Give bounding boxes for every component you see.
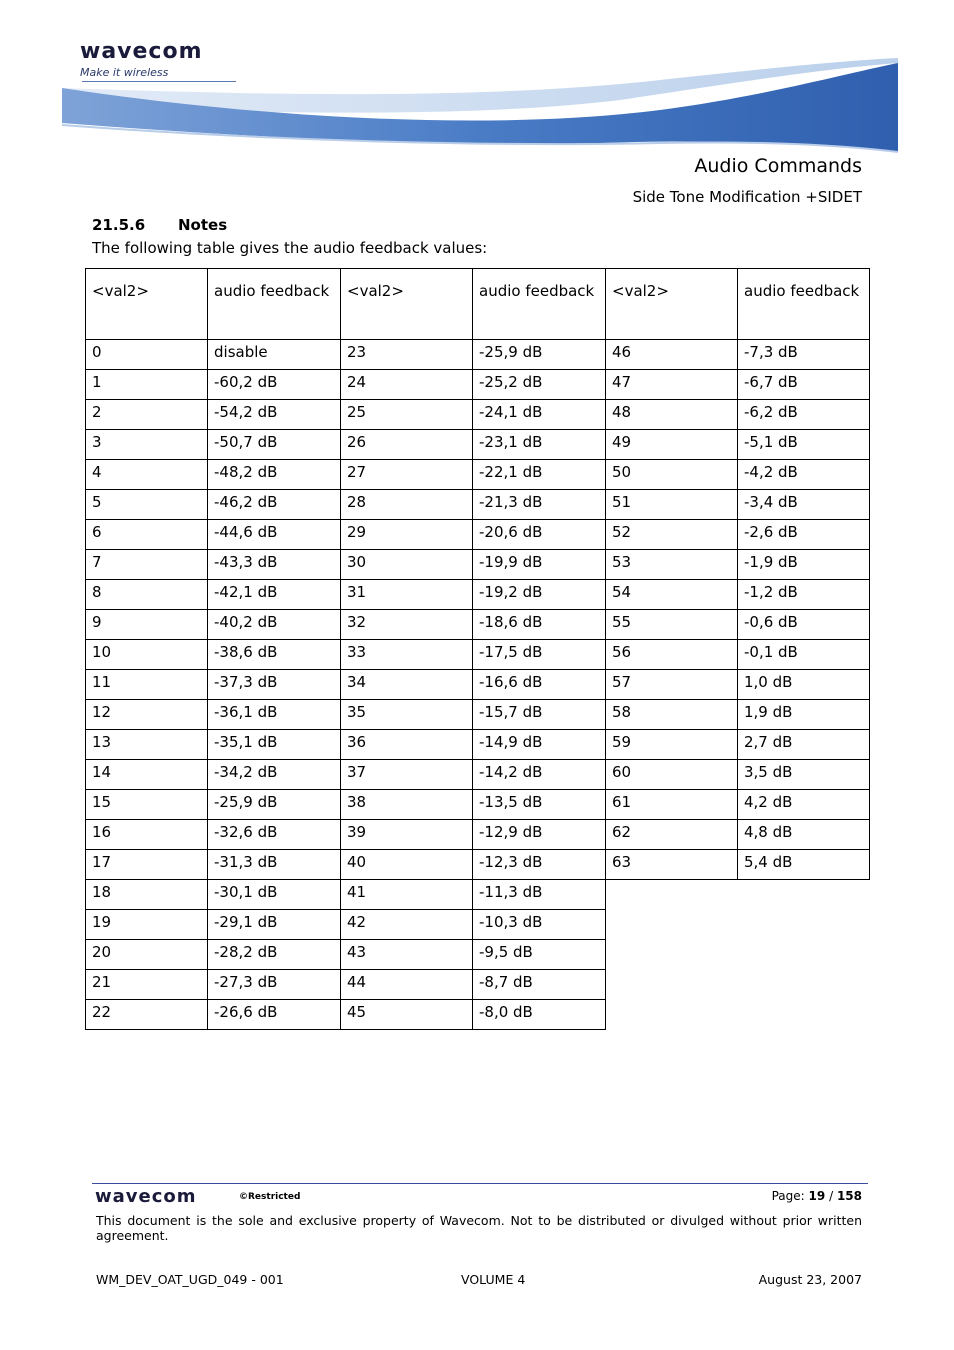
table-row (86, 760, 870, 790)
table-cell-audio-feedback: -11,3 dB (473, 880, 606, 910)
table-cell-audio-feedback: -38,6 dB (208, 640, 341, 670)
table-cell-audio-feedback: -12,3 dB (473, 850, 606, 880)
table-cell-val2: 49 (606, 430, 738, 460)
col-header-audio-feedback: audio feedback (738, 269, 870, 340)
table-cell-val2: 29 (341, 520, 473, 550)
table-cell-empty (606, 880, 870, 910)
audio-feedback-table (85, 268, 870, 1030)
table-cell-val2: 31 (341, 580, 473, 610)
table-cell-audio-feedback: -26,6 dB (208, 1000, 341, 1030)
table-cell-val2: 40 (341, 850, 473, 880)
table-cell-audio-feedback: 1,9 dB (738, 700, 870, 730)
page-number (772, 1189, 862, 1203)
table-cell-audio-feedback: -29,1 dB (208, 910, 341, 940)
table-cell-val2: 60 (606, 760, 738, 790)
table-cell-val2: 44 (341, 970, 473, 1000)
table-cell-audio-feedback: 1,0 dB (738, 670, 870, 700)
notes-title: Notes (178, 216, 228, 234)
table-cell-val2: 38 (341, 790, 473, 820)
notes-number: 21.5.6 (92, 216, 146, 234)
col-header-val2: <val2> (341, 269, 473, 340)
table-cell-audio-feedback: -14,2 dB (473, 760, 606, 790)
table-cell-audio-feedback: -37,3 dB (208, 670, 341, 700)
table-row (86, 460, 870, 490)
page-total: 158 (836, 1189, 862, 1203)
page-separator: / (829, 1189, 834, 1203)
table-cell-audio-feedback: -54,2 dB (208, 400, 341, 430)
table-cell-val2: 58 (606, 700, 738, 730)
table-cell-empty (606, 970, 870, 1000)
table-cell-empty (606, 910, 870, 940)
table-row (86, 940, 870, 970)
table-cell-audio-feedback: -22,1 dB (473, 460, 606, 490)
table-row (86, 520, 870, 550)
table-cell-audio-feedback: -6,2 dB (738, 400, 870, 430)
table-cell-audio-feedback: -0,6 dB (738, 610, 870, 640)
logo-tagline: Make it wireless (80, 66, 169, 79)
table-row (86, 610, 870, 640)
table-cell-audio-feedback: 5,4 dB (738, 850, 870, 880)
table-cell-audio-feedback: -1,2 dB (738, 580, 870, 610)
table-cell-val2: 52 (606, 520, 738, 550)
notes-intro: The following table gives the audio feedback values: (92, 239, 488, 257)
table-cell-val2: 9 (86, 610, 208, 640)
table-cell-val2: 0 (86, 340, 208, 370)
table-row (86, 640, 870, 670)
table-cell-audio-feedback: disable (208, 340, 341, 370)
table-row (86, 970, 870, 1000)
table-cell-val2: 51 (606, 490, 738, 520)
table-cell-audio-feedback: -15,7 dB (473, 700, 606, 730)
table-cell-val2: 24 (341, 370, 473, 400)
table-cell-audio-feedback: -35,1 dB (208, 730, 341, 760)
table-row (86, 730, 870, 760)
table-row (86, 850, 870, 880)
table-cell-audio-feedback: -18,6 dB (473, 610, 606, 640)
document-reference: WM_DEV_OAT_UGD_049 - 001 (96, 1272, 284, 1287)
table-cell-val2: 53 (606, 550, 738, 580)
table-cell-audio-feedback: 4,2 dB (738, 790, 870, 820)
table-row (86, 910, 870, 940)
table-cell-val2: 28 (341, 490, 473, 520)
table-cell-val2: 46 (606, 340, 738, 370)
table-cell-val2: 11 (86, 670, 208, 700)
table-cell-audio-feedback: -60,2 dB (208, 370, 341, 400)
table-cell-val2: 16 (86, 820, 208, 850)
table-row (86, 820, 870, 850)
disclaimer: This document is the sole and exclusive property of Wavecom. Not to be distributed or divulged without prior written agreement. (96, 1213, 862, 1243)
table-row (86, 340, 870, 370)
col-header-val2: <val2> (606, 269, 738, 340)
table-cell-val2: 19 (86, 910, 208, 940)
table-cell-val2: 4 (86, 460, 208, 490)
table-cell-audio-feedback: -8,7 dB (473, 970, 606, 1000)
table-cell-val2: 7 (86, 550, 208, 580)
table-cell-audio-feedback: -5,1 dB (738, 430, 870, 460)
table-cell-audio-feedback: -44,6 dB (208, 520, 341, 550)
table-cell-audio-feedback: -17,5 dB (473, 640, 606, 670)
table-cell-audio-feedback: -48,2 dB (208, 460, 341, 490)
table-cell-val2: 57 (606, 670, 738, 700)
table-cell-val2: 26 (341, 430, 473, 460)
table-cell-audio-feedback: -3,4 dB (738, 490, 870, 520)
table-cell-val2: 62 (606, 820, 738, 850)
volume-label: VOLUME 4 (461, 1272, 526, 1287)
table-cell-val2: 56 (606, 640, 738, 670)
table-cell-audio-feedback: 4,8 dB (738, 820, 870, 850)
table-cell-audio-feedback: -25,9 dB (473, 340, 606, 370)
table-cell-val2: 45 (341, 1000, 473, 1030)
table-cell-val2: 15 (86, 790, 208, 820)
table-cell-val2: 39 (341, 820, 473, 850)
table-row (86, 670, 870, 700)
table-cell-audio-feedback: -24,1 dB (473, 400, 606, 430)
col-header-audio-feedback: audio feedback (473, 269, 606, 340)
table-cell-audio-feedback: -40,2 dB (208, 610, 341, 640)
table-cell-val2: 10 (86, 640, 208, 670)
table-cell-audio-feedback: -19,9 dB (473, 550, 606, 580)
table-cell-val2: 41 (341, 880, 473, 910)
header-banner (60, 55, 900, 155)
table-cell-audio-feedback: -25,9 dB (208, 790, 341, 820)
table-cell-val2: 33 (341, 640, 473, 670)
table-cell-val2: 50 (606, 460, 738, 490)
table-cell-audio-feedback: -27,3 dB (208, 970, 341, 1000)
table-cell-audio-feedback: -43,3 dB (208, 550, 341, 580)
document-date: August 23, 2007 (758, 1272, 862, 1287)
table-cell-val2: 20 (86, 940, 208, 970)
table-cell-audio-feedback: -10,3 dB (473, 910, 606, 940)
table-cell-val2: 47 (606, 370, 738, 400)
table-cell-audio-feedback: -31,3 dB (208, 850, 341, 880)
table-row (86, 400, 870, 430)
table-cell-val2: 2 (86, 400, 208, 430)
table-cell-audio-feedback: -42,1 dB (208, 580, 341, 610)
table-cell-audio-feedback: -23,1 dB (473, 430, 606, 460)
table-cell-val2: 37 (341, 760, 473, 790)
table-cell-audio-feedback: -28,2 dB (208, 940, 341, 970)
table-cell-val2: 18 (86, 880, 208, 910)
table-cell-val2: 32 (341, 610, 473, 640)
page-label-text: Page: (771, 1189, 805, 1203)
section-title: Audio Commands (694, 155, 862, 177)
table-cell-val2: 14 (86, 760, 208, 790)
page-current: 19 (808, 1189, 826, 1203)
table-cell-val2: 30 (341, 550, 473, 580)
table-cell-audio-feedback: -7,3 dB (738, 340, 870, 370)
table-cell-val2: 36 (341, 730, 473, 760)
table-cell-val2: 3 (86, 430, 208, 460)
table-row (86, 700, 870, 730)
table-row (86, 550, 870, 580)
table-cell-audio-feedback: -4,2 dB (738, 460, 870, 490)
footer-logo: wavecom (95, 1186, 197, 1207)
col-header-audio-feedback: audio feedback (208, 269, 341, 340)
table-cell-val2: 43 (341, 940, 473, 970)
footer-divider (92, 1183, 868, 1184)
table-cell-val2: 54 (606, 580, 738, 610)
table-cell-audio-feedback: -20,6 dB (473, 520, 606, 550)
table-cell-val2: 42 (341, 910, 473, 940)
table-cell-empty (606, 940, 870, 970)
section-subtitle: Side Tone Modification +SIDET (632, 188, 862, 206)
table-cell-audio-feedback: -32,6 dB (208, 820, 341, 850)
table-body (86, 340, 870, 1030)
table-cell-audio-feedback: -21,3 dB (473, 490, 606, 520)
table-row (86, 430, 870, 460)
table-cell-val2: 34 (341, 670, 473, 700)
table-cell-audio-feedback: -16,6 dB (473, 670, 606, 700)
table-row (86, 790, 870, 820)
table-cell-audio-feedback: -2,6 dB (738, 520, 870, 550)
table-cell-audio-feedback: -50,7 dB (208, 430, 341, 460)
notes-heading (92, 216, 227, 234)
table-cell-audio-feedback: -8,0 dB (473, 1000, 606, 1030)
table-cell-audio-feedback: 2,7 dB (738, 730, 870, 760)
table-row (86, 880, 870, 910)
table-row (86, 370, 870, 400)
table-cell-val2: 22 (86, 1000, 208, 1030)
table-cell-audio-feedback: -13,5 dB (473, 790, 606, 820)
table-cell-audio-feedback: -30,1 dB (208, 880, 341, 910)
table-cell-audio-feedback: 3,5 dB (738, 760, 870, 790)
table-cell-audio-feedback: -46,2 dB (208, 490, 341, 520)
table-cell-val2: 61 (606, 790, 738, 820)
table-cell-audio-feedback: -0,1 dB (738, 640, 870, 670)
table-cell-audio-feedback: -34,2 dB (208, 760, 341, 790)
table-cell-val2: 12 (86, 700, 208, 730)
table-cell-audio-feedback: -25,2 dB (473, 370, 606, 400)
table-cell-val2: 21 (86, 970, 208, 1000)
table-cell-val2: 6 (86, 520, 208, 550)
table-row (86, 490, 870, 520)
table-row (86, 580, 870, 610)
logo-wordmark: wavecom (80, 39, 203, 64)
table-cell-val2: 35 (341, 700, 473, 730)
table-cell-val2: 1 (86, 370, 208, 400)
table-cell-val2: 59 (606, 730, 738, 760)
table-cell-audio-feedback: -1,9 dB (738, 550, 870, 580)
table-cell-audio-feedback: -6,7 dB (738, 370, 870, 400)
table-cell-val2: 5 (86, 490, 208, 520)
table-cell-audio-feedback: -36,1 dB (208, 700, 341, 730)
table-cell-val2: 48 (606, 400, 738, 430)
table-cell-empty (606, 1000, 870, 1030)
table-cell-val2: 8 (86, 580, 208, 610)
table-cell-val2: 25 (341, 400, 473, 430)
table-cell-val2: 13 (86, 730, 208, 760)
table-cell-audio-feedback: -12,9 dB (473, 820, 606, 850)
table-cell-val2: 55 (606, 610, 738, 640)
table-cell-val2: 17 (86, 850, 208, 880)
table-cell-audio-feedback: -19,2 dB (473, 580, 606, 610)
table-row (86, 1000, 870, 1030)
table-cell-val2: 23 (341, 340, 473, 370)
col-header-val2: <val2> (86, 269, 208, 340)
table-cell-val2: 63 (606, 850, 738, 880)
table-header-row (86, 269, 870, 340)
table-cell-audio-feedback: -14,9 dB (473, 730, 606, 760)
restricted-label: ©Restricted (239, 1192, 301, 1202)
table-cell-val2: 27 (341, 460, 473, 490)
table-cell-audio-feedback: -9,5 dB (473, 940, 606, 970)
